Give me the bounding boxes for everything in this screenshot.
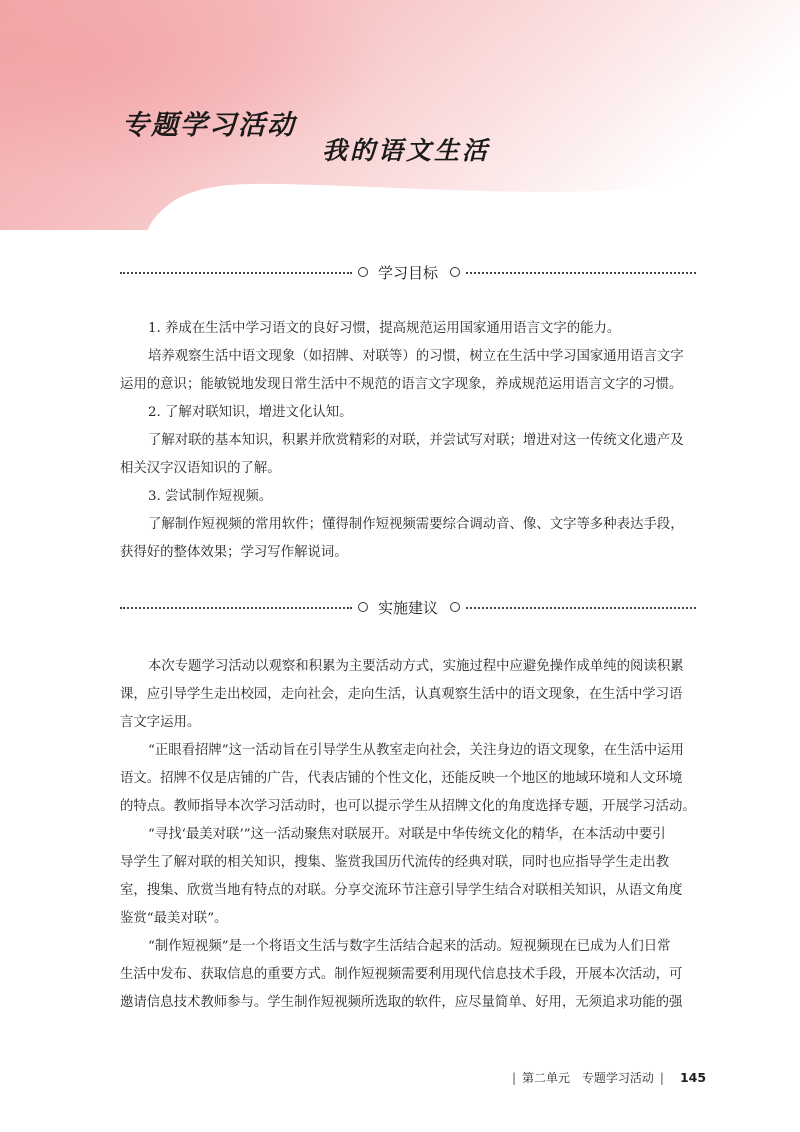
suggestion-paragraph: “正眼看招牌”这一活动旨在引导学生从教室走向社会，关注身边的语文现象，在生活中运用 bbox=[148, 743, 684, 758]
header-banner bbox=[0, 0, 800, 230]
section-title: 学习目标 bbox=[377, 264, 438, 282]
footer-separator: | bbox=[512, 1071, 517, 1085]
suggestion-paragraph: 言文字运用。 bbox=[120, 715, 201, 730]
dotted-divider bbox=[466, 272, 696, 274]
suggestion-paragraph: 邀请信息技术教师参与。学生制作短视频所选取的软件，应尽量简单、好用，无须追求功能的强 bbox=[120, 995, 683, 1010]
section-header-suggestions bbox=[120, 597, 696, 619]
dotted-divider bbox=[466, 607, 696, 609]
section-title: 实施建议 bbox=[377, 599, 438, 617]
goal-paragraph: 获得好的整体效果；学习写作解说词。 bbox=[120, 545, 348, 560]
page-subtitle: 我的语文生活 bbox=[322, 136, 491, 165]
circle-bullet-icon bbox=[358, 602, 368, 612]
suggestion-paragraph: 导学生了解对联的相关知识，搜集、鉴赏我国历代流传的经典对联，同时也应指导学生走出教 bbox=[120, 855, 670, 870]
footer-section: 专题学习活动 bbox=[581, 1071, 654, 1085]
goal-paragraph: 运用的意识；能敏锐地发现日常生活中不规范的语言文字现象，养成规范运用语言文字的习惯。 bbox=[120, 377, 683, 392]
goal-paragraph: 培养观察生活中语文现象（如招牌、对联等）的习惯，树立在生活中学习国家通用语言文字 bbox=[148, 349, 684, 364]
goal-item-heading: 1. 养成在生活中学习语文的良好习惯，提高规范运用国家通用语言文字的能力。 bbox=[148, 321, 621, 336]
suggestion-paragraph: 生活中发布、获取信息的重要方式。制作短视频需要利用现代信息技术手段，开展本次活动，可 bbox=[120, 967, 683, 982]
goal-paragraph: 了解制作短视频的常用软件；懂得制作短视频需要综合调动音、像、文字等多种表达手段， bbox=[148, 517, 684, 532]
suggestion-paragraph: 语文。招牌不仅是店铺的广告，代表店铺的个性文化，还能反映一个地区的地域环境和人文环境 bbox=[120, 771, 683, 786]
footer-unit: 第二单元 bbox=[522, 1071, 571, 1085]
goal-item-heading: 3. 尝试制作短视频。 bbox=[148, 489, 273, 504]
circle-bullet-icon bbox=[450, 602, 460, 612]
circle-bullet-icon bbox=[358, 267, 368, 277]
dotted-divider bbox=[120, 272, 352, 274]
suggestion-paragraph: 鉴赏“最美对联”。 bbox=[120, 911, 228, 926]
dotted-divider bbox=[120, 607, 352, 609]
suggestion-paragraph: 本次专题学习活动以观察和积累为主要活动方式，实施过程中应避免操作成单纯的阅读积累 bbox=[148, 659, 684, 674]
circle-bullet-icon bbox=[450, 267, 460, 277]
goal-paragraph: 了解对联的基本知识，积累并欣赏精彩的对联，并尝试写对联；增进对这一传统文化遗产及 bbox=[148, 433, 684, 448]
suggestion-paragraph: “制作短视频”是一个将语文生活与数字生活结合起来的活动。短视频现在已成为人们日常 bbox=[148, 939, 671, 954]
section-header-goals bbox=[120, 262, 696, 284]
footer-separator: | bbox=[659, 1071, 664, 1085]
suggestion-paragraph: 的特点。教师指导本次学习活动时，也可以提示学生从招牌文化的角度选择专题，开展学习活动。 bbox=[120, 799, 696, 814]
suggestion-paragraph: “寻找‘最美对联’”这一活动聚焦对联展开。对联是中华传统文化的精华，在本活动中要引 bbox=[148, 827, 666, 842]
goal-paragraph: 相关汉字汉语知识的了解。 bbox=[120, 461, 281, 476]
page-number: 145 bbox=[679, 1070, 707, 1085]
page-title: 专题学习活动 bbox=[122, 110, 296, 141]
suggestion-paragraph: 室，搜集、欣赏当地有特点的对联。分享交流环节注意引导学生结合对联相关知识，从语文角度 bbox=[120, 883, 683, 898]
suggestion-paragraph: 课，应引导学生走出校园，走向社会，走向生活，认真观察生活中的语文现象，在生活中学习语 bbox=[120, 687, 683, 702]
goal-item-heading: 2. 了解对联知识，增进文化认知。 bbox=[148, 405, 353, 420]
page-footer bbox=[506, 1069, 706, 1086]
